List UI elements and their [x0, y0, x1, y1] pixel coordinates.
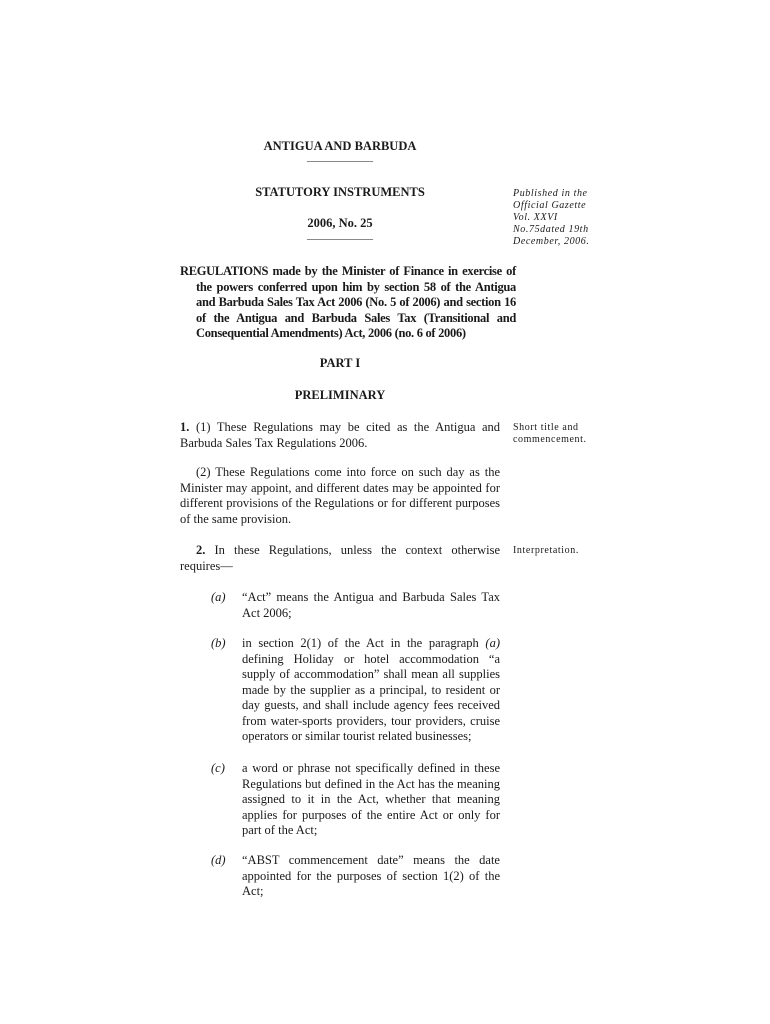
publication-note-line: No.75dated 19th [513, 224, 589, 235]
publication-note-line: Official Gazette [513, 200, 587, 211]
section-number: 1. [180, 420, 190, 434]
section-text: In these Regulations, unless the context otherwise requires— [180, 543, 500, 573]
paragraph-reference: (a) [485, 636, 500, 650]
definition-text: defining Holiday or hotel accommodation “a supply of accommodation” shall mean all supplies made by the supplier as a principal, to resident or day guests, and shall include agency fees received from water-sports providers, tour providers, cruise operators or similar tourist related businesses; [242, 651, 500, 743]
item-marker: (b) [211, 636, 226, 650]
section-number: 2. [196, 543, 206, 557]
preamble: REGULATIONS made by the Minister of Finance in exercise of the powers conferred upon him by section 58 of the Antigua and Barbuda Sales Tax Act 2006 (No. 5 of 2006) and section 16 of the Antigua and Barbuda Sales Tax (Transitional and Consequential Amendments) Act, 2006 (no. 6 of 2006) [180, 264, 516, 340]
section-2-margin-note: Interpretation. [513, 545, 579, 556]
item-marker: (d) [211, 853, 226, 867]
instrument-number: 2006, No. 25 [307, 216, 373, 230]
definition-item: “ABST commencement date” means the date appointed for the purposes of section 1(2) of the Act; [242, 853, 500, 898]
item-marker: (a) [211, 590, 226, 604]
section-1-sub-2: (2) These Regulations come into force on such day as the Minister may appoint, and different dates may be appointed for different provisions of the Regulations or for different purposes of the same provision. [180, 465, 500, 526]
series-heading: STATUTORY INSTRUMENTS [255, 185, 425, 199]
section-1-sub-1 [180, 420, 500, 451]
margin-note-line: Short title and [513, 422, 579, 433]
publication-note-line: Vol. XXVI [513, 212, 558, 223]
header-rule-1: ____________ [307, 151, 373, 163]
part-title: PART I [319, 356, 361, 370]
item-marker: (c) [211, 761, 225, 775]
definition-item: a word or phrase not specifically defined in these Regulations but defined in the Act has the meaning assigned to it in the Act, whether that meaning applies for purposes of the entire Act or only for part of the Act; [242, 761, 500, 837]
section-text: (1) These Regulations may be cited as the Antigua and Barbuda Sales Tax Regulations 2006. [180, 420, 500, 450]
country-heading: ANTIGUA AND BARBUDA [263, 139, 417, 153]
definition-text: in section 2(1) of the Act in the paragraph [242, 636, 486, 650]
part-subtitle: PRELIMINARY [294, 388, 386, 402]
publication-note-line: Published in the [513, 188, 588, 199]
section-1-margin-note [513, 422, 623, 446]
header-rule-2: ____________ [307, 229, 373, 241]
publication-note [513, 188, 623, 248]
definition-item [242, 636, 500, 745]
definition-item: “Act” means the Antigua and Barbuda Sales Tax Act 2006; [242, 590, 500, 620]
publication-note-line: December, 2006. [513, 236, 590, 247]
margin-note-line: commencement. [513, 434, 587, 445]
section-2-intro [180, 543, 500, 574]
